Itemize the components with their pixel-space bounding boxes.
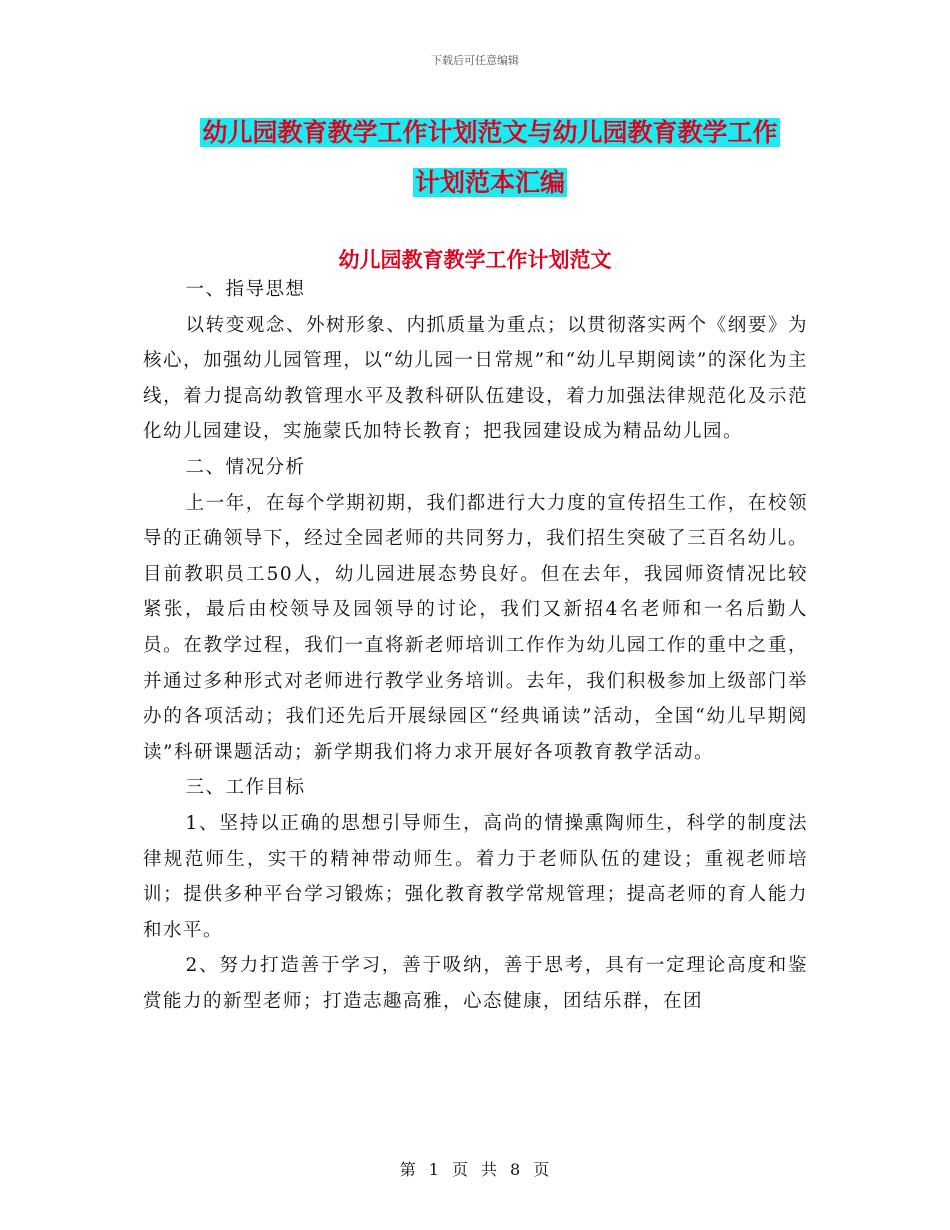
footer-page-number: 1 (428, 1160, 440, 1179)
document-body (143, 272, 808, 1019)
footer-total-pages: 8 (510, 1160, 522, 1179)
section-title: 幼儿园教育教学工作计划范文 (338, 248, 612, 272)
paragraph: 以转变观念、外树形象、内抓质量为重点；以贯彻落实两个《纲要》为核心，加强幼儿园管理，以“幼儿园一日常规”和“幼儿早期阅读”的深化为主线，着力提高幼教管理水平及教科研队伍建设，着力加强法律规范化及示范化幼儿园建设，实施蒙氏加特长教育；把我园建设成为精品幼儿园。 (143, 314, 808, 443)
paragraph: 上一年，在每个学期初期，我们都进行大力度的宣传招生工作，在校领导的正确领导下，经过全园老师的共同努力，我们招生突破了三百名幼儿。目前教职员工50人，幼儿园进展态势良好。但在去年，我园师资情况比较紧张，最后由校领导及园领导的讨论，我们又新招4名老师和一名后勤人员。在教学过程，我们一直将新老师培训工作作为幼儿园工作的重中之重，并通过多种形式对老师进行教学业务培训。去年，我们积极参加上级部门举办的各项活动；我们还先后开展绿园区“经典诵读”活动，全国“幼儿早期阅读”科研课题活动；新学期我们将力求开展好各项教育教学活动。 (143, 492, 808, 763)
title-line-1: 幼儿园教育教学工作计划范文与幼儿园教育教学工作 (202, 118, 778, 147)
paragraph: 2、努力打造善于学习，善于吸纳，善于思考，具有一定理论高度和鉴赏能力的新型老师；打造志趣高雅，心态健康，团结乐群，在团 (143, 955, 808, 1012)
paragraph: 1、坚持以正确的思想引导师生，高尚的情操熏陶师生，科学的制度法律规范师生，实干的精神带动师生。着力于老师队伍的建设；重视老师培训；提供多种平台学习锻炼；强化教育教学常规管理；提高老师的育人能力和水平。 (143, 812, 808, 941)
heading-situation-analysis: 二、情况分析 (185, 456, 306, 478)
footer-total-prefix: 共 (481, 1160, 499, 1179)
header-note: 下载后可任意编辑 (431, 54, 519, 67)
footer-suffix: 页 (533, 1160, 551, 1179)
document-title (140, 108, 840, 208)
footer-page-word: 页 (451, 1160, 469, 1179)
footer-prefix: 第 (399, 1160, 417, 1179)
title-line-2: 计划范本汇编 (414, 168, 565, 197)
heading-work-goals: 三、工作目标 (185, 777, 306, 799)
page-footer (0, 1157, 950, 1180)
heading-guiding-ideology: 一、指导思想 (185, 279, 306, 300)
